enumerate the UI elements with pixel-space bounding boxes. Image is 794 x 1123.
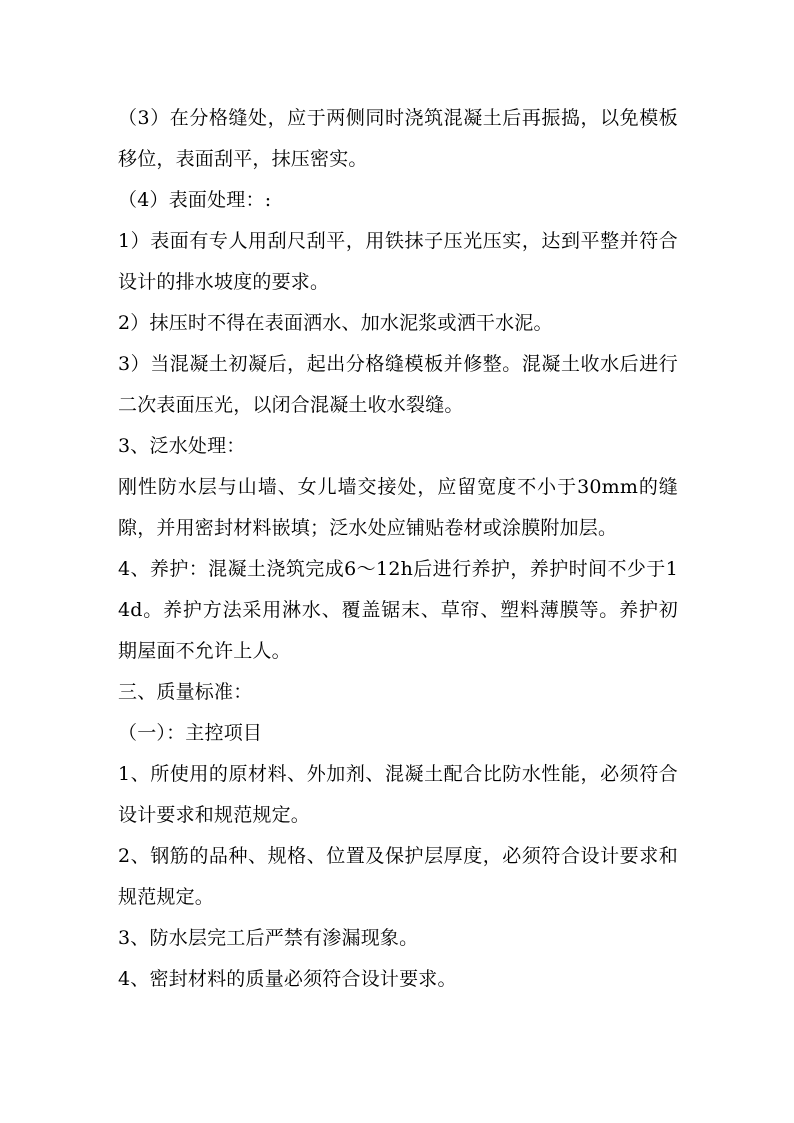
paragraph-construction-step-3: （3）在分格缝处，应于两侧同时浇筑混凝土后再振捣，以免模板移位，表面刮平，抹压密实。: [118, 107, 678, 170]
paragraph-quality-standards-heading: 三、质量标准：: [118, 681, 253, 703]
paragraph-curing: 4、养护：混凝土浇筑完成6～12h后进行养护，养护时间不少于14d。养护方法采用淋水、覆盖锯末、草帘、塑料薄膜等。养护初期屋面不允许上人。: [118, 558, 678, 662]
paragraph-flashing-detail: 刚性防水层与山墙、女儿墙交接处，应留宽度不小于30mm的缝隙，并用密封材料嵌填；泛水处应铺贴卷材或涂膜附加层。: [118, 476, 678, 539]
paragraph-surface-treatment-3: 3）当混凝土初凝后，起出分格缝模板并修整。混凝土收水后进行二次表面压光，以闭合混凝土收水裂缝。: [118, 353, 678, 416]
paragraph-quality-item-1: 1、所使用的原材料、外加剂、混凝土配合比防水性能，必须符合设计要求和规范规定。: [118, 763, 678, 826]
paragraph-surface-treatment-heading: （4）表面处理：:: [118, 189, 272, 211]
paragraph-quality-item-4: 4、密封材料的质量必须符合设计要求。: [118, 968, 457, 990]
paragraph-surface-treatment-1: 1）表面有专人用刮尺刮平，用铁抹子压光压实，达到平整并符合设计的排水坡度的要求。: [118, 230, 678, 293]
paragraph-surface-treatment-2: 2）抹压时不得在表面洒水、加水泥浆或洒干水泥。: [118, 312, 553, 334]
paragraph-quality-item-3: 3、防水层完工后严禁有渗漏现象。: [118, 927, 419, 949]
paragraph-quality-item-2: 2、钢筋的品种、规格、位置及保护层厚度，必须符合设计要求和规范规定。: [118, 845, 678, 908]
paragraph-flashing-heading: 3、泛水处理：: [118, 435, 246, 457]
document-body: [118, 98, 678, 1000]
paragraph-main-control-items-heading: （一）：主控项目: [118, 722, 263, 744]
